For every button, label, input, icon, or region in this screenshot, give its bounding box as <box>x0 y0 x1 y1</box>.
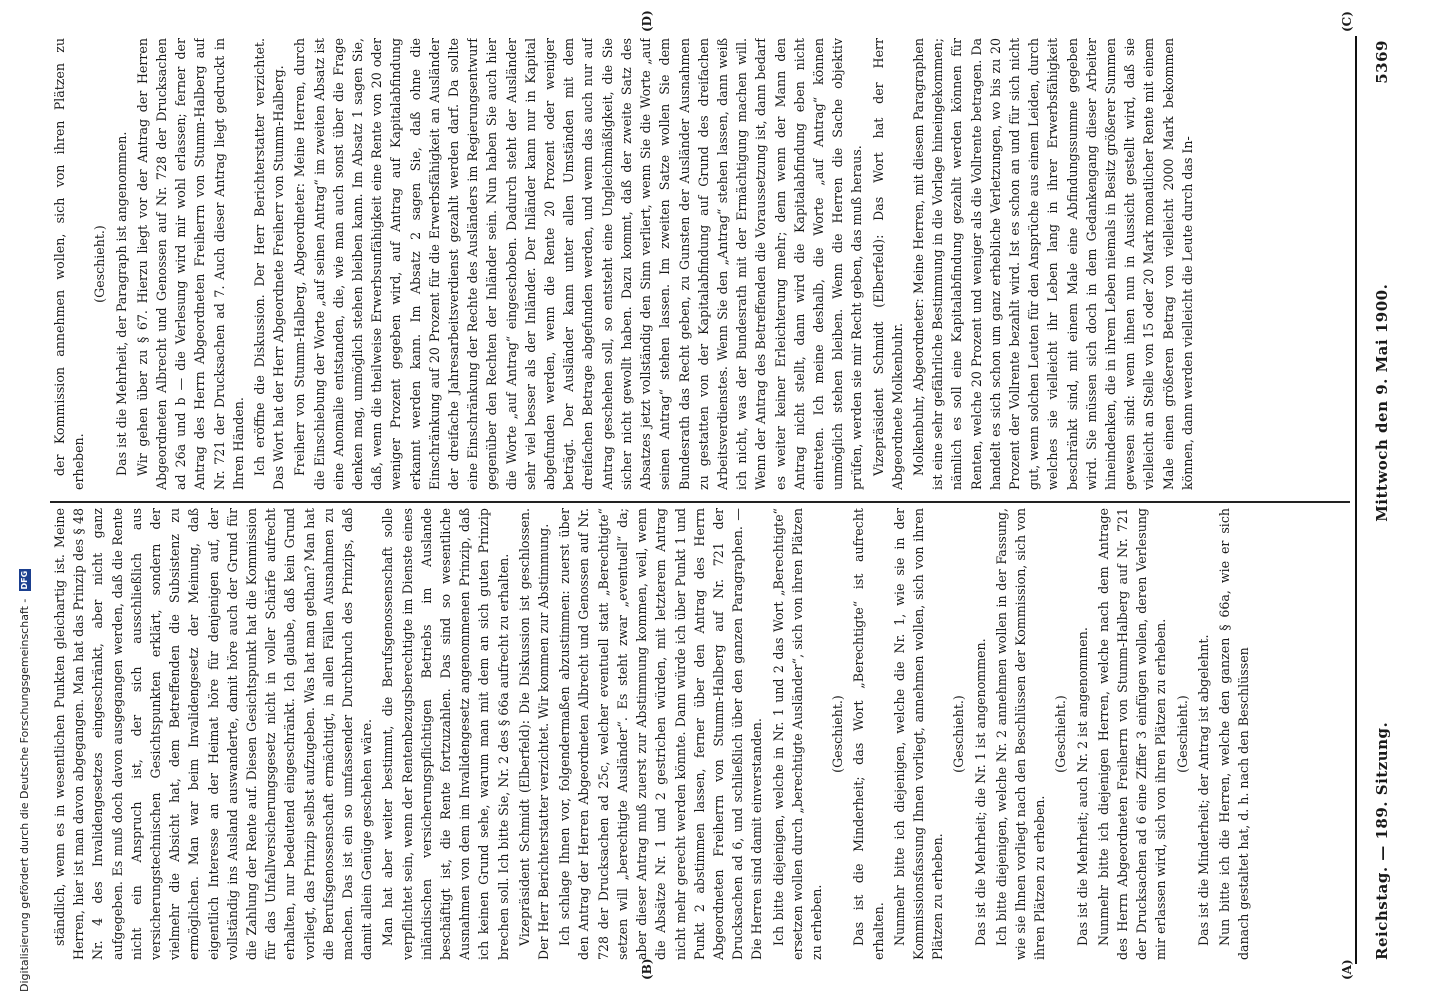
paragraph: Das ist die Mehrheit; die Nr. 1 ist angenommen. <box>972 638 988 946</box>
paragraph: Das ist die Minderheit; der Antrag ist abgelehnt. <box>1195 634 1211 946</box>
page-number: 5369 <box>1373 40 1391 84</box>
paragraph: Ich schlage Ihnen vor, folgendermaßen abzustimmen: zuerst über den Antrag der Herren Abgeordneten Albrecht und Genossen auf Nr. 728 der Drucksachen ad 25c, welcher eventuell statt „Berechtigte“ setzen will „berechtigte Ausländer“. Es steht zwar „eventuell“ da; aber dieser Antrag muß zuerst zur Abstimmung kommen, weil, wenn die Absätze Nr. 1 und 2 gestrichen würden, mit letzterem Antrag nicht mehr gerecht werden könnte. Dann würde ich über Punkt 1 und Punkt 2 abstimmen lassen, ferner über den Antrag des Herrn Abgeordneten Freiherrn von Stumm-Halberg auf Nr. 721 der Drucksachen ad 6, und schließlich über den ganzen Paragraphen. — Die Herren sind damit einverstanden. <box>557 508 765 960</box>
paragraph: ständlich, wenn es in wesentlichen Punkten gleichartig ist. Meine Herren, hier ist man davon abgegangen. Man hat das Prinzip des § 48 Nr. 4 des Invalidengesetzes eingeschränkt, aber nicht ganz aufgegeben. Es muß doch davon ausgegangen werden, daß die Rente nicht ein Anspruch ist, der sich ausschließlich aus versicherungstechnischen Gesichtspunkten erklärt, sondern der vielmehr die Absicht hat, dem Betreffenden die Subsistenz zu ermöglichen. Man war beim Invalidengesetz der Meinung, daß eigentlich Interesse an der Heimat höre für denjenigen auf, der vollständig ins Ausland auswanderte, damit höre auch der Grund für die Zahlung der Rente auf. Diesen Gesichtspunkt hat die Kommission für das Unfallversicherungsgesetz nicht in voller Schärfe aufrecht erhalten, nur bedeutend eingeschränkt. Ich glaube, daß kein Grund vorliegt, das Prinzip selbst aufzugeben. Was hat man gethan? Man hat die Berufsgenossenschaft ermächtigt, in allen Fällen Ausnahmen zu machen. Das ist ein so umfassender Durchbruch des Prinzips, daß damit allein Genüge geschehen wäre. <box>52 508 375 960</box>
left-column <box>50 508 1350 960</box>
paragraph: Das ist die Minderheit; das Wort „Berechtigte“ ist aufrecht erhalten. <box>851 508 886 960</box>
header-left: Reichstag. — 189. Sitzung. <box>1373 721 1391 960</box>
digitization-text: Digitalisierung gefördert durch die Deutsche Forschungsgemeinschaft - <box>18 598 31 992</box>
paragraph: Wir gehen über zu § 67. Hierzu liegt vor der Antrag der Herren Abgeordneten Albrecht und Genossen auf Nr. 728 der Drucksachen ad 26a und b — die Verlesung wird mir wohl erlassen; ferner der Antrag des Herrn Abgeordneten Freiherrn von Stumm-Halberg auf Nr. 721 der Drucksachen ad 7. Auch dieser Antrag liegt gedruckt in Ihren Händen. <box>134 38 246 490</box>
paragraph: Das ist die Mehrheit; auch Nr. 2 ist angenommen. <box>1074 627 1090 946</box>
right-column <box>50 38 1350 490</box>
paragraph: Nunmehr bitte ich diejenigen, welche die Nr. 1, wie sie in der Kommissionsfassung Ihnen vorliegt, annehmen wollen, sich von ihren Plätzen zu erheben. <box>891 508 946 960</box>
margin-marker-d: (D) <box>640 10 654 32</box>
paragraph: Das ist die Mehrheit, der Paragraph ist angenommen. <box>113 131 129 476</box>
stage-direction: (Geschieht.) <box>830 695 846 773</box>
dfg-logo: DFG <box>20 570 29 590</box>
paragraph: Nunmehr bitte ich diejenigen Herren, welche nach dem Antrage des Herrn Abgeordneten Freiherrn von Stumm-Halberg auf Nr. 721 der Drucksachen ad 6 eine Ziffer 3 einfügen wollen, deren Verlesung mir erlassen wird, sich von ihren Plätzen zu erheben. <box>1095 508 1169 960</box>
margin-marker-c: (C) <box>1340 11 1354 32</box>
header-date: Mittwoch den 9. Mai 1900. <box>1373 283 1391 522</box>
paragraph: Nun bitte ich die Herren, welche den ganzen § 66a, wie er sich danach gestaltet hat, d. h. nach den Beschlüssen <box>1216 508 1252 960</box>
stage-direction: (Geschieht.) <box>1053 695 1069 773</box>
page-header <box>1365 40 1399 960</box>
paragraph: Vizepräsident Schmidt (Elberfeld): Das Wort hat der Herr Abgeordnete Molkenbuhr. <box>870 38 905 490</box>
paragraph: Ich bitte diejenigen, welche Nr. 2 annehmen wollen in der Fassung, wie sie Ihnen vorliegt nach den Beschlüssen der Kommission, sich von ihren Plätzen zu erheben. <box>993 508 1048 960</box>
digitization-note <box>18 92 38 992</box>
paragraph: Molkenbuhr, Abgeordneter: Meine Herren, mit diesem Paragraphen ist eine sehr gefährliche Bestimmung in die Vorlage hineingekommen; nämlich es soll eine Kapitalabfindung gezahlt werden können für Renten, welche 20 Prozent und weniger als die Vollrente betragen. Da handelt es sich schon um ganz erhebliche Verletzungen, wo bis zu 20 Prozent der Vollrente bezahlt wird. Ist es schon an und für sich nicht gut, wenn solchen Leuten für den Ansprüche aus einem Leiden, durch welches sie vielleicht ihr Leben lang in ihrer Erwerbsfähigkeit beschränkt sind, mit einem Male eine Abfindungssumme gegeben wird. Sie müssen sich doch in dem Gedankengang dieser Arbeiter hineindenken, die in ihrem Leben niemals in Besitz größerer Summen gewesen sind: wenn ihnen nun in Aussicht gestellt wird, daß sie vielleicht an Stelle von 15 oder 20 Mark monatlicher Rente mit einem Male einen größeren Betrag von vielleicht 2000 Mark bekommen können, dann werden vielleicht die Leute durch das In- <box>910 38 1195 490</box>
paragraph: Ich eröffne die Diskussion. Der Herr Berichterstatter verzichtet. Das Wort hat der Herr Abgeordnete Freiherr von Stumm-Halberg. <box>252 38 287 490</box>
paragraph: Man hat aber weiter bestimmt, die Berufsgenossenschaft solle verpflichtet sein, wenn der Rentenbezugsberechtigte im Dienste eines inländischen versicherungspflichtigen Betriebs im Auslande beschäftigt ist, die Rente fortzuzahlen. Das sind so wesentliche Ausnahmen von dem im Invalidengesetz angenommenen Prinzip, daß ich keinen Grund sehe, warum man mit dem an sich guten Prinzip brechen soll. Ich bitte Sie, Nr. 2 des § 66a aufrecht zu erhalten. <box>380 508 511 960</box>
column-divider <box>50 502 1350 504</box>
margin-marker-b: (B) <box>640 958 654 980</box>
stage-direction: (Geschieht.) <box>1174 695 1190 773</box>
paragraph: Freiherr von Stumm-Halberg, Abgeordneter: Meine Herren, durch die Einschiebung der Worte „auf seinen Antrag“ im zweiten Absatz ist eine Anomalie entstanden, die, wie man auch sonst über die Frage denken mag, unmöglich stehen bleiben kann. Im Absatz 1 sagen Sie, daß, wenn die theilweise Erwerbsunfähigkeit eine Rente von 20 oder weniger Prozent gegeben wird, auf Antrag auf Kapitalabfindung erkannt werden kann. Im Absatz 2 sagen Sie, daß ohne die Einschränkung auf 20 Prozent für die Erwerbsfähigkeit an Ausländer der dreifache Jahresarbeitsverdienst gezahlt werden darf. Da sollte eine Einschränkung der Rechte des Ausländers im Regierungsentwurf gegenüber den Rechten der Inländer sein. Nun haben Sie auch hier die Worte „auf Antrag“ eingeschoben. Dadurch steht der Ausländer sehr viel besser als der Inländer. Der Inländer kann nur in Kapital abgefunden werden, wenn die Rente 20 Prozent oder weniger beträgt. Der Ausländer kann unter allen Umständen mit dem dreifachen Betrage abgefunden werden, und wenn das auch nur auf Antrag geschehen soll, so entsteht eine Ungleichmäßigkeit, die Sie sicher nicht gewollt haben. Dazu kommt, daß der zweite Satz des Absatzes jetzt vollständig den Sinn verliert, wenn Sie die Worte „auf seinen Antrag“ stehen lassen. Im zweiten Satze wollen Sie dem Bundesrath das Recht geben, zu Gunsten der Ausländer Ausnahmen zu gestatten von der Kapitalabfindung auf Grund des dreifachen Arbeitsverdienstes. Wenn Sie den „Antrag“ stehen lassen, dann weiß ich nicht, was der Bundesrath mit der Ermächtigung machen will. Wenn der Antrag des Betreffenden die Voraussetzung ist, dann bedarf es weiter keiner Erleichterung mehr; denn wenn der Mann den Antrag nicht stellt, dann wird die Kapitalabfindung eben nicht eintreten. Ich meine deshalb, die Worte „auf Antrag“ können unmöglich stehen bleiben. Wenn die Herren die Sache objektiv prüfen, werden sie mir Recht geben, das muß heraus. <box>292 38 865 490</box>
paragraph: Vizepräsident Schmidt (Elberfeld): Die Diskussion ist geschlossen. Der Herr Berichterstatter verzichtet. Wir kommen zur Abstimmung. <box>516 508 552 960</box>
paragraph: Ich bitte diejenigen, welche in Nr. 1 und 2 das Wort „Berechtigte“ ersetzen wollen durch „berechtigte Ausländer“, sich von ihren Plätzen zu erheben. <box>770 508 824 960</box>
paragraph: der Kommission annehmen wollen, sich von ihren Plätzen zu erheben. <box>52 38 87 490</box>
stage-direction: (Geschieht.) <box>92 225 108 303</box>
stage-direction: (Geschieht.) <box>951 695 967 773</box>
margin-marker-a: (A) <box>1340 959 1354 980</box>
header-rule <box>1355 36 1357 964</box>
